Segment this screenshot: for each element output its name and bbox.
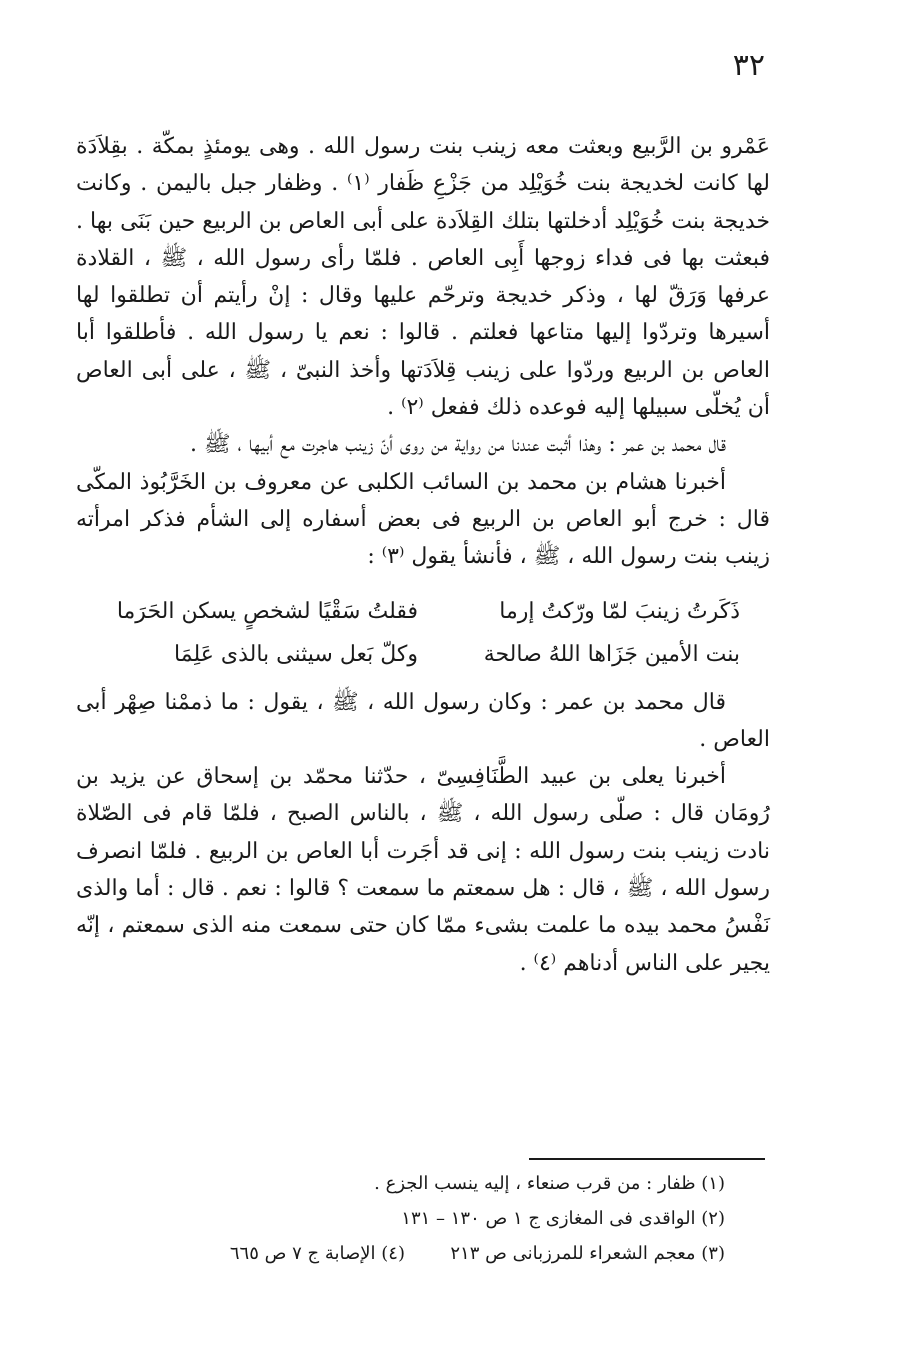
verse-2-first-hemistich: بنت الأمين جَزَاها اللهُ صالحة	[483, 641, 740, 667]
main-text	[76, 128, 770, 982]
verse-1-second-hemistich: فقلتُ سَقْيًا لشخصٍ يسكن الحَرَما	[116, 598, 418, 624]
page-number: ٣٢	[732, 48, 765, 83]
paragraph-3: أخبرنا هشام بن محمد بن السائب الكلبى عن معروف بن الخَرَّبُوذ المكّى قال : خرج أبو العاص بن الربيع فى بعض أسفاره إلى الشأم فذكر امرأته زينب بنت رسول الله ، ﷺ ، فأنشأ يقول ⁽٣⁾ :	[76, 469, 770, 570]
verse-1-first-hemistich: ذَكَرتُ زينبَ لمّا ورّكتُ إرما	[499, 598, 740, 624]
poem-verse-2	[76, 633, 740, 676]
footnote-separator	[529, 1158, 765, 1160]
poem	[76, 590, 770, 676]
footnote-2: (٢) الواقدى فى المغازى ج ١ ص ١٣٠ – ١٣١	[401, 1208, 725, 1229]
footnote-3: (٣) معجم الشعراء للمرزبانى ص ٢١٣	[450, 1243, 725, 1264]
footnote-row-2	[105, 1201, 725, 1236]
paragraph-2: قال محمد بن عمر : وهذا أثبت عندنا من رواية من روى أنّ زينب هاجرت مع أبيها ، ﷺ .	[190, 432, 726, 458]
footnotes	[105, 1166, 725, 1271]
verse-2-second-hemistich: وكلّ بَعل سيثنى بالذى عَلِمَا	[174, 641, 418, 667]
footnote-1: (١) ظفار : من قرب صنعاء ، إليه ينسب الجزع .	[374, 1173, 725, 1194]
paragraph-4: قال محمد بن عمر : وكان رسول الله ، ﷺ ، يقول : ما ذممْنا صِهْر أبى العاص .	[76, 689, 770, 752]
paragraph-5: أخبرنا يعلى بن عبيد الطَّنَافِسِىّ ، حدّثنا محمّد بن إسحاق عن يزيد بن رُومَان قال : صلّى رسول الله ، ﷺ ، بالناس الصبح ، فلمّا قام فى الصّلاة نادت زينب بنت رسول الله : إنى قد أجَرت أبا العاص بن الربيع . فلمّا انصرف رسول الله ، ﷺ ، قال : هل سمعتم ما سمعت ؟ قالوا : نعم . قال : أما والذى نَفْسُ محمد بيده ما علمت بشىء ممّا كان حتى سمعت منه الذى سمعتم ، إنّه يجير على الناس أدناهم ⁽٤⁾ .	[76, 764, 770, 976]
footnote-row-3	[105, 1236, 725, 1271]
footnote-4: (٤) الإصابة ج ٧ ص ٦٦٥	[229, 1243, 405, 1264]
poem-verse-1	[76, 590, 740, 633]
footnote-row-1	[105, 1166, 725, 1201]
paragraph-1: عَمْرو بن الرَّبيع وبعثت معه زينب بنت رسول الله . وهى يومئذٍ بمكّة . بقِلاَدَة لها كانت لخديجة بنت خُوَيْلِد من جَزْعِ ظَفار ⁽١⁾ . وظفار جبل باليمن . وكانت خديجة بنت خُوَيْلِد أدخلتها بتلك القِلاَدة على أبى العاص بن الربيع حين بَنَى بها . فبعثت بها فى فداء زوجها أَبِى العاص . فلمّا رأى رسول الله ، ﷺ ، القلادة عرفها وَرَقّ لها ، وذكر خديجة وترحّم عليها وقال : إنْ رأيتم أن تطلقوا لها أسيرها وتردّوا إليها متاعها فعلتم . قالوا : نعم يا رسول الله . فأطلقوا أبا العاص بن الربيع وردّوا على زينب قِلاَدَتها وأخذ النبىّ ، ﷺ ، على أبى العاص أن يُخلّى سبيلها إليه فوعده ذلك ففعل ⁽٢⁾ .	[76, 134, 771, 421]
